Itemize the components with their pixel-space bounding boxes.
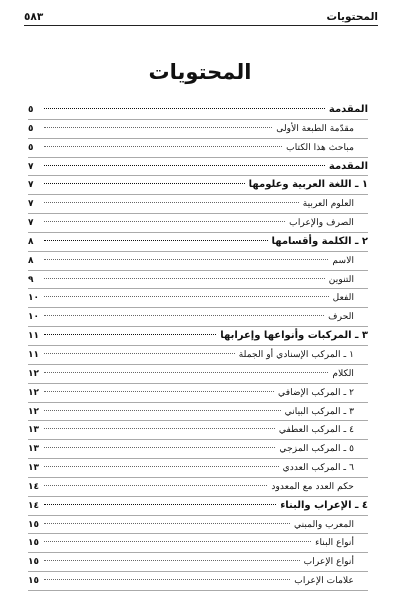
toc-entry-label: الصرف والإعراب: [289, 217, 354, 229]
toc-entry-label: التنوين: [328, 273, 354, 285]
toc-entry-label: الحرف: [328, 311, 354, 323]
toc-section-entry: [28, 534, 368, 553]
toc-section-entry: [28, 271, 368, 290]
dot-leader: [44, 278, 325, 279]
toc-section-entry: [28, 478, 368, 497]
toc-section-entry: [28, 459, 368, 478]
toc-section-entry: [28, 120, 368, 139]
toc-entry-page-number: ٨: [28, 236, 34, 247]
toc-section-entry: [28, 214, 368, 233]
toc-entry-page-number: ١٢: [28, 406, 39, 417]
toc-entry-label: ١ ـ اللغة العربية وعلومها: [248, 179, 368, 191]
toc-entry-page-number: ٧: [28, 161, 34, 172]
toc-section-entry: [28, 289, 368, 308]
toc-chapter-entry: [28, 101, 368, 120]
dot-leader: [44, 146, 282, 147]
toc-entry-page-number: ١٠: [28, 293, 39, 304]
table-of-contents: [28, 101, 368, 591]
toc-entry-page-number: ١١: [28, 349, 39, 360]
toc-section-entry: [28, 553, 368, 572]
dot-leader: [44, 504, 276, 505]
toc-entry-label: أنواع البناء: [315, 537, 354, 549]
toc-entry-label: الاسم: [332, 254, 354, 266]
toc-entry-label: ١ ـ المركب الإسنادي أو الجملة: [238, 348, 354, 360]
dot-leader: [44, 466, 279, 467]
running-header: [24, 9, 378, 26]
dot-leader: [44, 391, 274, 392]
toc-entry-label: المقدمة: [328, 104, 368, 115]
toc-entry-page-number: ١١: [28, 331, 39, 342]
dot-leader: [44, 221, 285, 222]
toc-chapter-entry: [28, 497, 368, 516]
toc-section-entry: [28, 252, 368, 271]
dot-leader: [44, 202, 299, 203]
running-header-title: المحتويات: [326, 11, 378, 23]
toc-entry-page-number: ١٥: [28, 576, 39, 587]
toc-entry-label: ٢ ـ المركب الإضافي: [278, 386, 354, 398]
running-header-page-number: ٥٨٣: [24, 11, 44, 23]
toc-entry-label: ٥ ـ المركب المزجي: [279, 443, 354, 455]
toc-entry-page-number: ١٥: [28, 538, 39, 549]
toc-entry-label: مباحث هذا الكتاب: [286, 141, 354, 153]
toc-entry-page-number: ٩: [28, 274, 34, 285]
dot-leader: [44, 523, 290, 524]
toc-entry-label: المعرب والمبني: [293, 518, 354, 530]
dot-leader: [44, 353, 235, 354]
dot-leader: [44, 259, 328, 260]
toc-section-entry: [28, 195, 368, 214]
dot-leader: [44, 240, 268, 241]
dot-leader: [44, 541, 311, 542]
toc-entry-page-number: ١٥: [28, 519, 39, 530]
toc-entry-label: أنواع الإعراب: [303, 556, 354, 568]
dot-leader: [44, 372, 328, 373]
toc-chapter-entry: [28, 327, 368, 346]
toc-entry-page-number: ٥: [28, 142, 34, 153]
toc-entry-label: ٦ ـ المركب العددي: [282, 462, 354, 474]
dot-leader: [44, 165, 325, 166]
toc-entry-label: مقدّمة الطبعة الأولى: [276, 122, 354, 134]
toc-entry-page-number: ٥: [28, 123, 34, 134]
toc-entry-page-number: ١٣: [28, 463, 39, 474]
toc-entry-page-number: ٧: [28, 218, 34, 229]
dot-leader: [44, 334, 216, 335]
toc-entry-label: ٣ ـ المركب البياني: [284, 405, 354, 417]
dot-leader: [44, 410, 281, 411]
toc-entry-label: الكلام: [332, 367, 354, 379]
page-title: المحتويات: [148, 60, 252, 84]
toc-entry-page-number: ٨: [28, 255, 34, 266]
dot-leader: [44, 560, 300, 561]
toc-entry-page-number: ١٥: [28, 557, 39, 568]
toc-entry-page-number: ١٤: [28, 481, 39, 492]
dot-leader: [44, 447, 275, 448]
toc-entry-page-number: ١٣: [28, 425, 39, 436]
toc-section-entry: [28, 421, 368, 440]
toc-entry-label: حكم العدد مع المعدود: [271, 480, 354, 492]
toc-entry-page-number: ٧: [28, 199, 34, 210]
toc-entry-label: ٤ ـ الإعراب والبناء: [280, 499, 368, 511]
toc-chapter-entry: [28, 176, 368, 195]
toc-entry-page-number: ١٣: [28, 444, 39, 455]
toc-section-entry: [28, 308, 368, 327]
toc-section-entry: [28, 384, 368, 403]
dot-leader: [44, 579, 290, 580]
toc-entry-label: ٤ ـ المركب العطفي: [278, 424, 354, 436]
toc-entry-label: الفعل: [332, 292, 354, 304]
toc-chapter-entry: [28, 158, 368, 177]
toc-entry-label: المقدمة: [328, 160, 368, 172]
toc-section-entry: [28, 346, 368, 365]
toc-section-entry: [28, 403, 368, 422]
toc-entry-page-number: ١٢: [28, 368, 39, 379]
dot-leader: [44, 127, 272, 128]
toc-section-entry: [28, 365, 368, 384]
toc-entry-page-number: ٥: [28, 105, 34, 115]
toc-section-entry: [28, 572, 368, 591]
toc-section-entry: [28, 440, 368, 459]
dot-leader: [44, 296, 329, 297]
toc-entry-page-number: ١٠: [28, 312, 39, 323]
toc-section-entry: [28, 516, 368, 535]
dot-leader: [44, 183, 245, 184]
dot-leader: [44, 315, 324, 316]
dot-leader: [44, 108, 325, 109]
toc-entry-page-number: ١٤: [28, 500, 39, 511]
toc-entry-page-number: ٧: [28, 180, 34, 191]
toc-chapter-entry: [28, 233, 368, 252]
toc-entry-label: علامات الإعراب: [294, 575, 354, 587]
toc-section-entry: [28, 139, 368, 158]
toc-entry-label: ٣ ـ المركبات وأنواعها وإعرابها: [220, 330, 368, 342]
dot-leader: [44, 485, 267, 486]
toc-entry-label: العلوم العربية: [302, 198, 354, 210]
toc-entry-label: ٢ ـ الكلمة وأقسامها: [271, 235, 368, 247]
dot-leader: [44, 428, 275, 429]
toc-entry-page-number: ١٢: [28, 387, 39, 398]
